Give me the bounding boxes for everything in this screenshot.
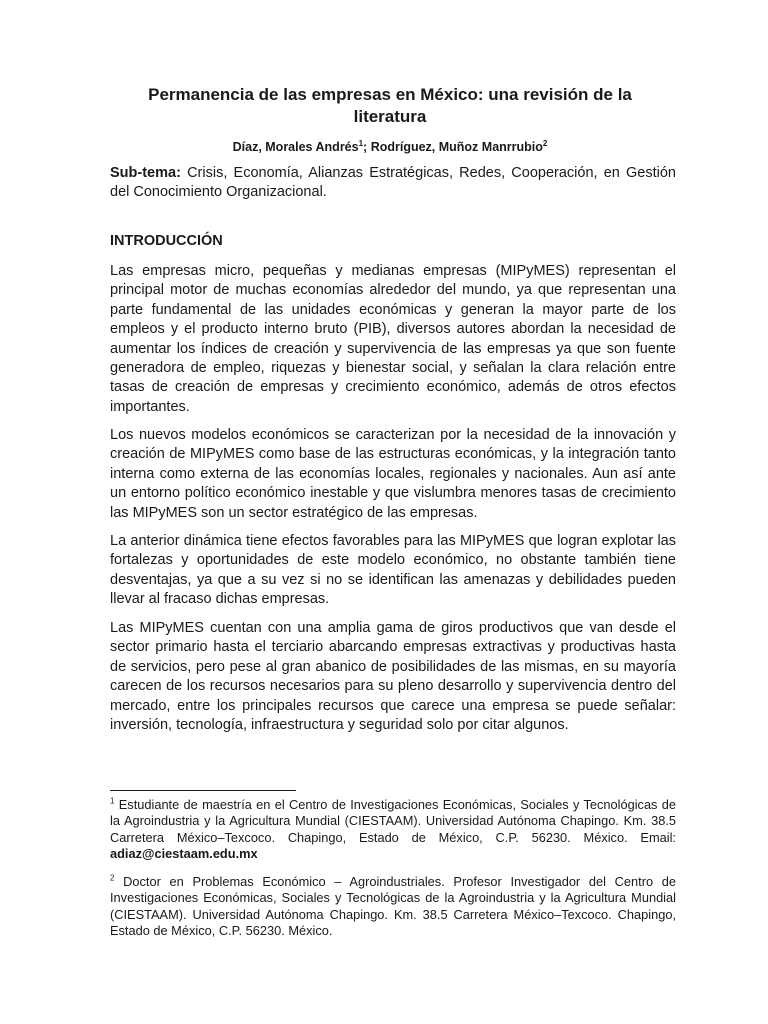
footnote-2-text: Doctor en Problemas Económico – Agroindustriales. Profesor Investigador del Centro de Investigaciones Económicas, Sociales y Tecnológicas de la Agroindustria y la Agricultura Mundial (CIESTAAM). Universidad Autónoma Chapingo. Km. 38.5 Carretera México–Texcoco. Chapingo, Estado de México, C.P. 56230. México.	[110, 874, 676, 938]
author-1: Díaz, Morales Andrés	[232, 140, 359, 155]
footnote-marker-1: 1	[358, 139, 364, 148]
paper-title: Permanencia de las empresas en México: una revisión de la literatura	[148, 85, 632, 126]
author-email-link[interactable]: adiaz@ciestaam.edu.mx	[110, 845, 258, 861]
footnote-1-text: Estudiante de maestría en el Centro de Investigaciones Económicas, Sociales y Tecnológicas de la Agroindustria y la Agricultura Mundial (CIESTAAM). Universidad Autónoma Chapingo. Km. 38.5 Carretera México–Texcoco. Chapingo, Estado de México, C.P. 56230. México. Email:	[110, 797, 676, 845]
paragraph-4: Las MIPyMES cuentan con una amplia gama de giros productivos que van desde el sector primario hasta el terciario abarcando empresas extractivas y productivas hasta de servicios, pero pese al gran abanico de posibilidades de las mismas, en su mayoría carecen de los recursos necesarios para su pleno desarrollo y supervivencia dentro del mercado, entre los principales recursos que carece una empresa se puede señalar: inversión, tecnología, infraestructura y seguridad solo por citar algunos.	[110, 620, 676, 734]
footnote-2	[110, 874, 676, 939]
footnote-2-marker: 2	[110, 873, 115, 883]
footnote-marker-2: 2	[542, 139, 548, 148]
footnote-divider	[110, 790, 296, 791]
author-line	[110, 136, 670, 155]
footnote-1	[110, 797, 676, 862]
author-separator: ;	[363, 140, 371, 155]
subtema-label: Sub-tema:	[110, 165, 181, 181]
section-heading: INTRODUCCIÓN	[110, 233, 223, 249]
author-2: Rodríguez, Muñoz Manrrubio	[370, 140, 543, 155]
paragraph-2: Los nuevos modelos económicos se caracterizan por la necesidad de la innovación y creación de MIPyMES como base de las estructuras económicas, y la integración tanto interna como externa de las economías locales, regionales y nacionales. Aun así ante un entorno político económico inestable y que vislumbra menores tasas de crecimiento las MIPyMES son un sector estratégico de las empresas.	[110, 427, 676, 521]
subtema-text: Crisis, Economía, Alianzas Estratégicas, Redes, Cooperación, en Gestión del Conocimiento Organizacional.	[110, 165, 676, 201]
footnote-1-marker: 1	[110, 796, 115, 806]
subtema	[110, 164, 676, 203]
paragraph-1: Las empresas micro, pequeñas y medianas empresas (MIPyMES) representan el principal motor de muchas economías alrededor del mundo, ya que representan una parte fundamental de las unidades económicas y generan la mayor parte de los empleos y el producto interno bruto (PIB), diversos autores abordan la necesidad de aumentar los índices de creación y supervivencia de las empresas ya que son fuente generadora de empleo, riquezas y bienestar social, y señalan la clara relación entre tasas de creación de empresas y crecimiento económico, además de otros efectos importantes.	[110, 263, 676, 415]
paragraph-3: La anterior dinámica tiene efectos favorables para las MIPyMES que logran explotar las fortalezas y oportunidades de este modelo económico, no obstante también tiene desventajas, ya que a su vez si no se identifican las amenazas y debilidades pueden llevar al fracaso dichas empresas.	[110, 533, 676, 608]
